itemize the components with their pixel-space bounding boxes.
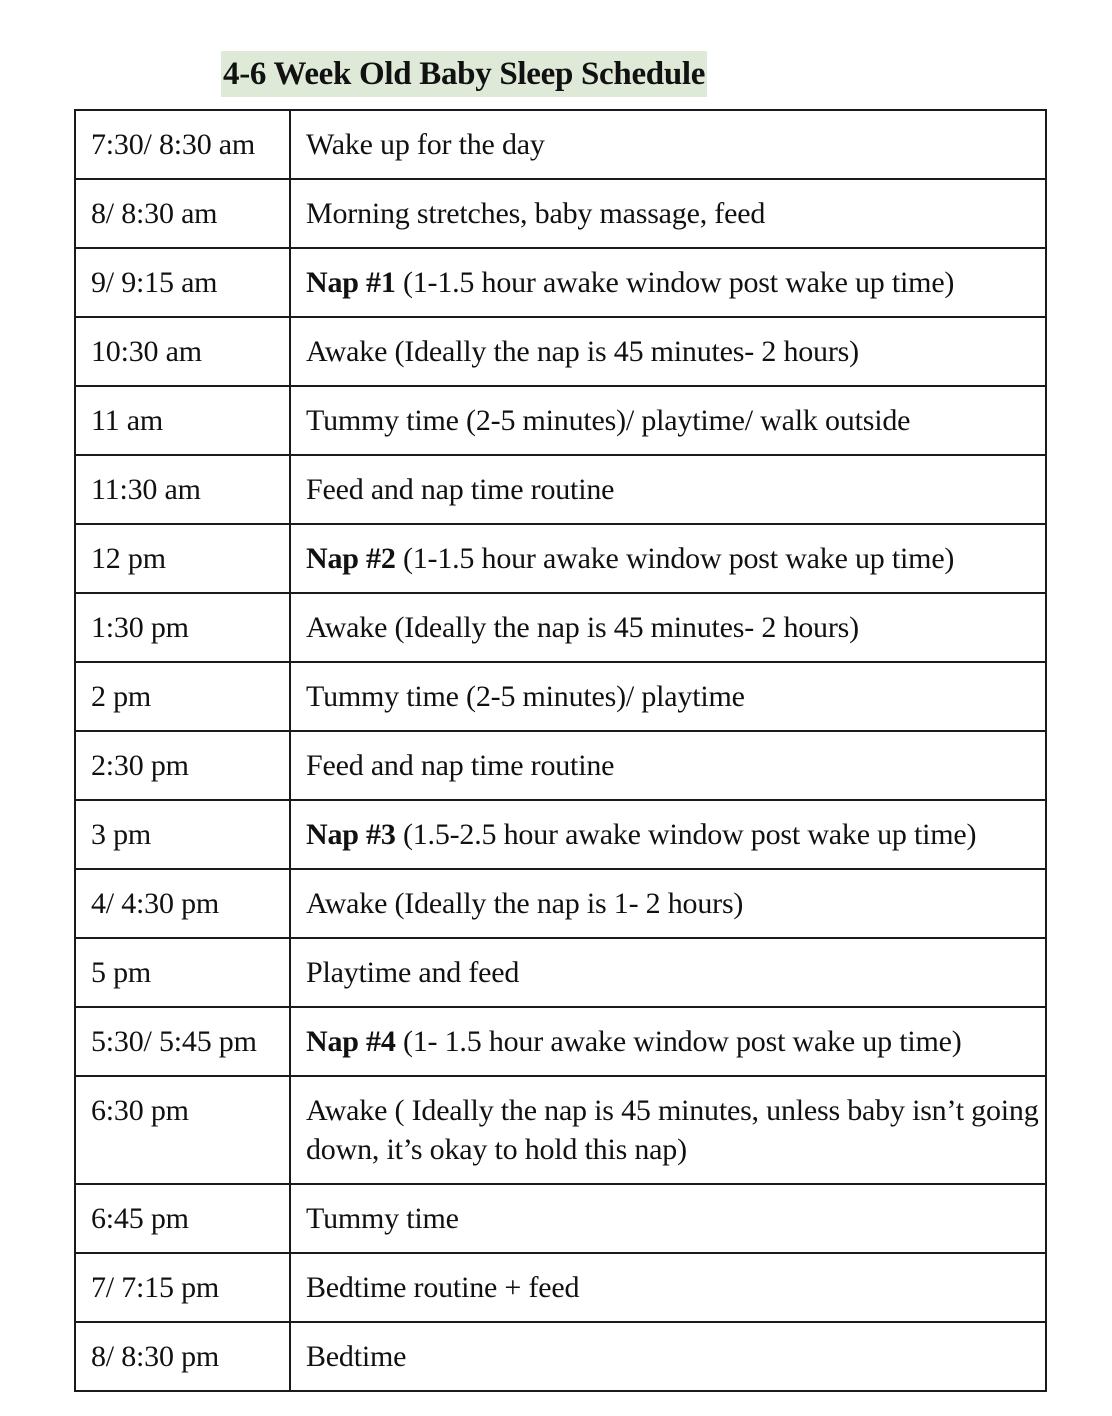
activity-text: Feed and nap time routine [306,749,615,782]
table-row [75,1076,1046,1184]
activity-cell [290,938,1046,1007]
activity-text: Awake ( Ideally the nap is 45 minutes, unless baby isn’t going down, it’s okay to hold this nap) [306,1094,1039,1166]
activity-text: (1.5-2.5 hour awake window post wake up time) [395,818,977,851]
activity-text: Bedtime routine + feed [306,1271,580,1304]
time-cell: 4/ 4:30 pm [75,869,290,938]
time-cell: 2 pm [75,662,290,731]
time-cell: 2:30 pm [75,731,290,800]
activity-text: (1-1.5 hour awake window post wake up time) [395,542,955,575]
time-cell: 12 pm [75,524,290,593]
table-row [75,869,1046,938]
activity-cell [290,1007,1046,1076]
activity-text: (1- 1.5 hour awake window post wake up time) [395,1025,962,1058]
table-row [75,524,1046,593]
time-cell: 1:30 pm [75,593,290,662]
time-cell: 11 am [75,386,290,455]
activity-cell [290,593,1046,662]
activity-text: Feed and nap time routine [306,473,615,506]
activity-cell [290,179,1046,248]
table-row [75,1253,1046,1322]
time-cell: 3 pm [75,800,290,869]
table-row [75,593,1046,662]
activity-cell [290,1076,1046,1184]
activity-text: Wake up for the day [306,128,545,161]
table-row [75,662,1046,731]
activity-cell [290,1253,1046,1322]
table-row [75,1184,1046,1253]
table-row [75,1322,1046,1391]
table-row [75,455,1046,524]
time-cell: 5:30/ 5:45 pm [75,1007,290,1076]
time-cell: 6:45 pm [75,1184,290,1253]
table-row [75,317,1046,386]
activity-cell [290,1322,1046,1391]
time-cell: 6:30 pm [75,1076,290,1184]
activity-text: Awake (Ideally the nap is 1- 2 hours) [306,887,744,920]
time-cell: 9/ 9:15 am [75,248,290,317]
activity-cell [290,524,1046,593]
time-cell: 8/ 8:30 am [75,179,290,248]
table-row [75,248,1046,317]
time-cell: 5 pm [75,938,290,1007]
table-row [75,1007,1046,1076]
table-row [75,800,1046,869]
nap-label: Nap #2 [306,542,396,575]
table-row [75,179,1046,248]
page-title: 4-6 Week Old Baby Sleep Schedule [221,51,707,97]
activity-text: Tummy time (2-5 minutes)/ playtime/ walk outside [306,404,911,437]
time-cell: 7:30/ 8:30 am [75,110,290,179]
table-row [75,110,1046,179]
activity-text: Morning stretches, baby massage, feed [306,197,766,230]
activity-cell [290,317,1046,386]
activity-text: Playtime and feed [306,956,520,989]
time-cell: 10:30 am [75,317,290,386]
activity-cell [290,869,1046,938]
activity-cell [290,731,1046,800]
activity-cell [290,386,1046,455]
time-cell: 11:30 am [75,455,290,524]
activity-cell [290,1184,1046,1253]
activity-text: Tummy time [306,1202,459,1235]
table-row [75,731,1046,800]
nap-label: Nap #4 [306,1025,396,1058]
activity-cell [290,110,1046,179]
table-row [75,938,1046,1007]
activity-cell [290,248,1046,317]
time-cell: 8/ 8:30 pm [75,1322,290,1391]
activity-cell [290,800,1046,869]
time-cell: 7/ 7:15 pm [75,1253,290,1322]
activity-cell [290,662,1046,731]
nap-label: Nap #1 [306,266,396,299]
activity-text: Awake (Ideally the nap is 45 minutes- 2 hours) [306,611,859,644]
nap-label: Nap #3 [306,818,396,851]
activity-text: (1-1.5 hour awake window post wake up time) [395,266,955,299]
table-row [75,386,1046,455]
activity-cell [290,455,1046,524]
schedule-table [74,109,1047,1392]
activity-text: Tummy time (2-5 minutes)/ playtime [306,680,745,713]
activity-text: Bedtime [306,1340,407,1373]
activity-text: Awake (Ideally the nap is 45 minutes- 2 hours) [306,335,859,368]
